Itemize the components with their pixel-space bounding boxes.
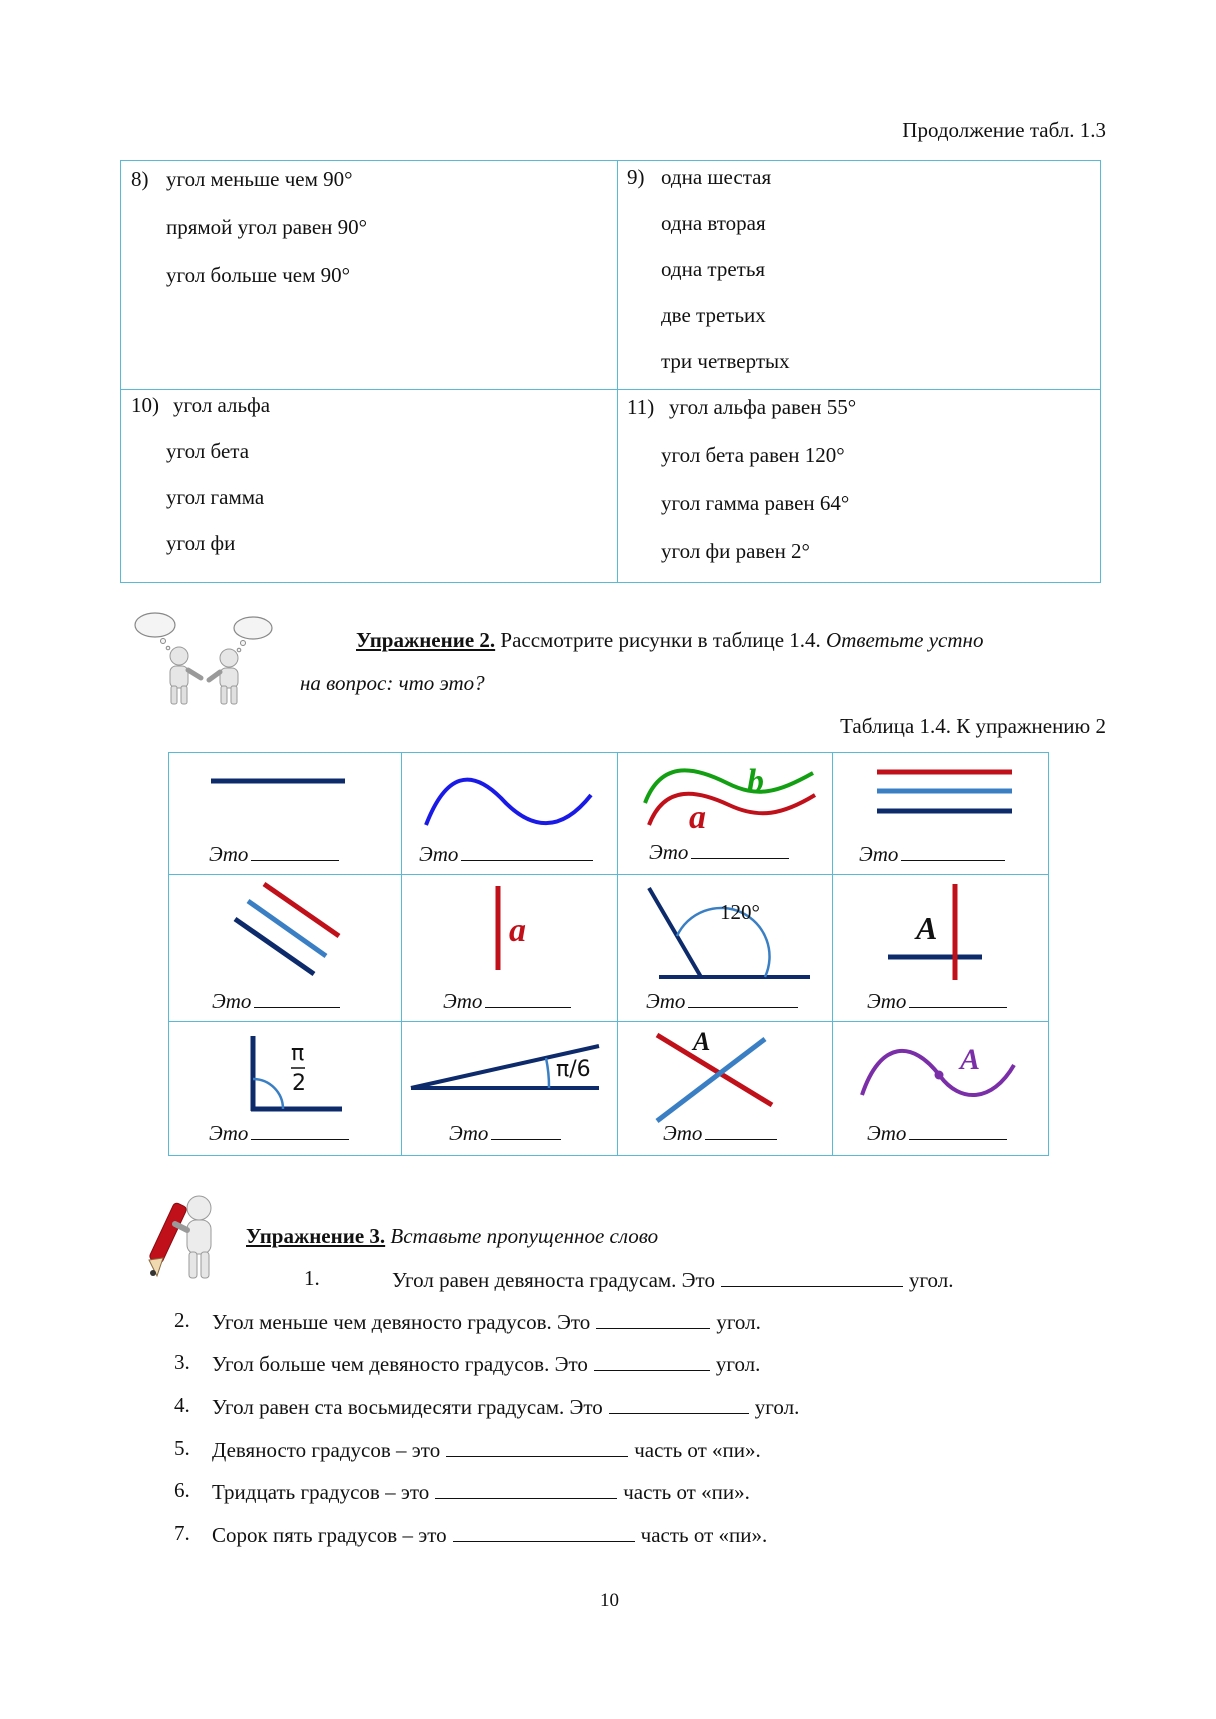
eto-label: Это bbox=[449, 1121, 489, 1145]
table-1-4 bbox=[168, 752, 1049, 1156]
cross-A-label: A bbox=[693, 1027, 711, 1056]
figure-line bbox=[169, 753, 401, 874]
table-1-3-caption: Продолжение табл. 1.3 bbox=[902, 118, 1106, 142]
item-text-after: часть от «пи». bbox=[640, 1523, 768, 1547]
person-with-pencil-icon bbox=[135, 1190, 230, 1282]
cell-10-number: 10) bbox=[131, 393, 159, 417]
eto-label: Это bbox=[646, 989, 686, 1013]
exercise-3-item bbox=[212, 1480, 750, 1503]
item-text-before: Девяносто градусов – это bbox=[212, 1438, 441, 1462]
item-text-after: часть от «пи». bbox=[634, 1438, 761, 1462]
curve-A-label: A bbox=[960, 1043, 981, 1076]
page-number: 10 bbox=[600, 1590, 619, 1611]
exercise-3-item bbox=[212, 1352, 760, 1375]
eto-label: Это bbox=[867, 1121, 907, 1145]
pi6-label: π/6 bbox=[556, 1057, 591, 1082]
cell-10-line: угол альфа bbox=[173, 393, 271, 417]
item-text-before: Угол равен ста восьмидесяти градусам. Это bbox=[212, 1395, 603, 1419]
exercise-3-item-number: 5. bbox=[174, 1436, 190, 1460]
figure-curve-point bbox=[832, 1021, 1048, 1155]
cell-9-line: одна шестая bbox=[661, 165, 772, 189]
cell-11-line: угол фи равен 2° bbox=[661, 539, 810, 563]
figure-crossing-lines bbox=[617, 1021, 832, 1155]
eto-label: Это bbox=[419, 842, 459, 866]
exercise-3-item-number: 6. bbox=[174, 1478, 190, 1502]
figure-curve bbox=[401, 753, 617, 874]
exercise-3-item bbox=[212, 1523, 767, 1546]
two-people-talking-icon bbox=[125, 608, 275, 706]
exercise-3-item-number: 1. bbox=[304, 1266, 320, 1290]
item-text-before: Угол равен девяноста градусам. Это bbox=[392, 1268, 715, 1292]
exercise-2-question: Ответьте устно bbox=[826, 628, 984, 652]
angle-arm-shape bbox=[649, 888, 701, 977]
eto-label: Это bbox=[859, 842, 899, 866]
eto-label: Это bbox=[209, 1121, 249, 1145]
cell-10-line: угол фи bbox=[166, 531, 236, 555]
item-text-after: угол. bbox=[908, 1268, 954, 1292]
exercise-3-item bbox=[212, 1438, 761, 1461]
exercise-3-instruction: Вставьте пропущенное слово bbox=[390, 1224, 659, 1248]
item-text-after: угол. bbox=[716, 1310, 761, 1334]
item-text-before: Тридцать градусов – это bbox=[212, 1480, 430, 1504]
curve-point-shape bbox=[935, 1071, 944, 1080]
cell-9-line: одна вторая bbox=[661, 211, 766, 235]
exercise-3-item-number: 3. bbox=[174, 1350, 190, 1374]
curve-a-label: a bbox=[689, 799, 706, 836]
figure-angle-pi6 bbox=[401, 1021, 617, 1155]
eto-label: Это bbox=[209, 842, 249, 866]
cell-8-line: угол больше чем 90° bbox=[166, 263, 351, 287]
eto-label: Это bbox=[867, 989, 907, 1013]
eto-label: Это bbox=[649, 840, 689, 864]
figure-segment-a bbox=[401, 874, 617, 1021]
segment-a-label: a bbox=[509, 912, 526, 949]
exercise-3-item-number: 2. bbox=[174, 1308, 190, 1332]
cell-10-line: угол бета bbox=[166, 439, 250, 463]
exercise-3-item bbox=[212, 1395, 799, 1418]
cell-9-number: 9) bbox=[627, 165, 645, 189]
exercise-2-text: Рассмотрите рисунки в таблице 1.4. bbox=[500, 628, 821, 652]
item-text-after: угол. bbox=[715, 1352, 761, 1376]
cell-11-line: угол гамма равен 64° bbox=[661, 491, 850, 515]
cell-9-line: две третьих bbox=[661, 303, 766, 327]
figure-perpendicular bbox=[832, 874, 1048, 1021]
blue-cross-line-shape bbox=[657, 1039, 765, 1121]
table-1-4-caption: Таблица 1.4. К упражнению 2 bbox=[840, 714, 1106, 738]
two-label: 2 bbox=[292, 1071, 306, 1096]
pi-label: π bbox=[291, 1041, 305, 1066]
exercise-3-item-number: 7. bbox=[174, 1521, 190, 1545]
lightblue-diagonal-shape bbox=[248, 901, 326, 956]
eto-label: Это bbox=[443, 989, 483, 1013]
cell-9-line: три четвертых bbox=[661, 349, 790, 373]
cell-8-line: угол меньше чем 90° bbox=[166, 167, 353, 191]
right-angle-arc-shape bbox=[253, 1079, 283, 1109]
eto-label: Это bbox=[663, 1121, 703, 1145]
exercise-2-line-1 bbox=[356, 630, 983, 651]
exercise-3-heading bbox=[246, 1226, 658, 1247]
exercise-2-title: Упражнение 2. bbox=[356, 628, 496, 652]
exercise-3-item bbox=[212, 1310, 761, 1333]
curve-b-label: b bbox=[747, 763, 764, 800]
item-text-after: часть от «пи». bbox=[623, 1480, 750, 1504]
item-text-after: угол. bbox=[754, 1395, 800, 1419]
cell-8-number: 8) bbox=[131, 167, 149, 191]
item-text-before: Угол больше чем девяносто градусов. Это bbox=[212, 1352, 588, 1376]
item-text-before: Сорок пять градусов – это bbox=[212, 1523, 447, 1547]
cell-8-line: прямой угол равен 90° bbox=[166, 215, 368, 239]
table-1-3 bbox=[120, 160, 1101, 583]
angle-120-label: 120° bbox=[720, 900, 760, 924]
item-text-before: Угол меньше чем девяносто градусов. Это bbox=[212, 1310, 591, 1334]
exercise-3-item bbox=[392, 1268, 954, 1291]
pi6-arc-shape bbox=[546, 1058, 549, 1088]
figure-angle-120 bbox=[617, 874, 832, 1021]
cell-9-line: одна третья bbox=[661, 257, 766, 281]
figure-parallel-lines bbox=[832, 753, 1048, 874]
cell-11-line: угол альфа равен 55° bbox=[669, 395, 857, 419]
figure-right-angle bbox=[169, 1021, 401, 1155]
cell-10-line: угол гамма bbox=[166, 485, 265, 509]
exercise-3-item-number: 4. bbox=[174, 1393, 190, 1417]
curve-a-shape bbox=[649, 794, 815, 825]
wave-curve-shape bbox=[426, 780, 591, 825]
cell-11-line: угол бета равен 120° bbox=[661, 443, 845, 467]
exercise-3-title: Упражнение 3. bbox=[246, 1224, 386, 1248]
red-diagonal-shape bbox=[264, 884, 339, 936]
navy-diagonal-shape bbox=[235, 919, 314, 974]
exercise-2-question-cont: на вопрос: что это? bbox=[300, 671, 485, 695]
figure-two-curves bbox=[617, 753, 832, 874]
cell-11-number: 11) bbox=[627, 395, 655, 419]
eto-label: Это bbox=[212, 989, 252, 1013]
point-A-label: A bbox=[916, 910, 938, 946]
figure-diagonal-lines bbox=[169, 874, 401, 1021]
